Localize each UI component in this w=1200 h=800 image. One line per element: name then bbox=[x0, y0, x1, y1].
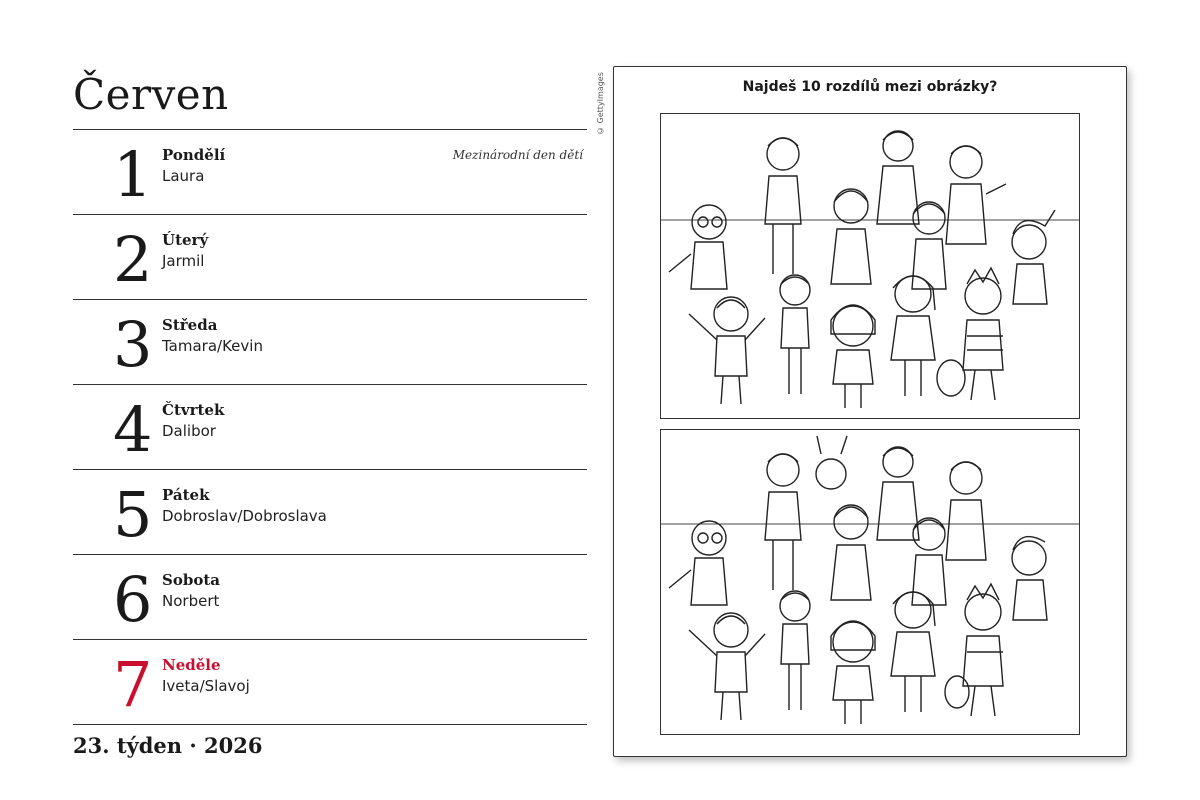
child-figure bbox=[765, 454, 801, 590]
day-row-3 bbox=[73, 299, 587, 384]
child-figure bbox=[891, 592, 935, 712]
child-figure bbox=[780, 275, 810, 394]
nameday: Tamara/Kevin bbox=[162, 337, 263, 355]
nameday: Laura bbox=[162, 167, 205, 185]
puzzle-picture-bottom bbox=[660, 429, 1080, 735]
day-number: 3 bbox=[113, 308, 153, 381]
month-title: Červen bbox=[73, 70, 229, 119]
child-figure bbox=[765, 138, 801, 274]
day-name: Pondělí bbox=[162, 146, 226, 164]
child-figure bbox=[689, 613, 765, 720]
day-name: Čtvrtek bbox=[162, 401, 225, 419]
day-row-5 bbox=[73, 469, 587, 554]
day-row-4 bbox=[73, 384, 587, 469]
puzzle-title: Najdeš 10 rozdílů mezi obrázky? bbox=[742, 79, 998, 95]
child-figure bbox=[877, 447, 919, 540]
puzzle-picture-top bbox=[660, 113, 1080, 419]
child-figure bbox=[1012, 537, 1047, 620]
day-list bbox=[73, 129, 587, 725]
nameday: Norbert bbox=[162, 592, 220, 610]
image-credit: © GettyImages bbox=[596, 72, 605, 135]
day-row-2 bbox=[73, 214, 587, 299]
day-row-6 bbox=[73, 554, 587, 639]
child-figure bbox=[780, 591, 810, 710]
child-figure bbox=[831, 505, 871, 600]
nameday: Dalibor bbox=[162, 422, 216, 440]
day-name: Úterý bbox=[162, 231, 209, 249]
backpack-shape bbox=[945, 676, 969, 708]
week-label: 23. týden · 2026 bbox=[73, 733, 263, 758]
day-row-7 bbox=[73, 639, 587, 725]
backpack-shape bbox=[937, 360, 965, 396]
day-row-1 bbox=[73, 129, 587, 214]
holiday-note: Mezinárodní den dětí bbox=[452, 148, 583, 162]
child-figure bbox=[669, 205, 727, 289]
day-number: 5 bbox=[113, 478, 153, 551]
day-name: Pátek bbox=[162, 486, 210, 504]
day-number: 7 bbox=[113, 648, 153, 721]
child-figure bbox=[946, 146, 1006, 244]
puzzle-panel bbox=[613, 66, 1127, 757]
child-figure bbox=[877, 131, 919, 224]
child-figure bbox=[831, 305, 875, 408]
child-figure bbox=[816, 436, 847, 489]
child-figure bbox=[669, 521, 727, 605]
day-name: Sobota bbox=[162, 571, 220, 589]
child-figure bbox=[831, 189, 871, 284]
day-number: 6 bbox=[113, 563, 153, 636]
child-figure bbox=[689, 297, 765, 404]
nameday: Iveta/Slavoj bbox=[162, 677, 250, 695]
nameday: Jarmil bbox=[162, 252, 205, 270]
child-figure bbox=[831, 621, 875, 724]
child-figure bbox=[946, 462, 986, 560]
day-number: 1 bbox=[113, 138, 153, 211]
day-name: Středa bbox=[162, 316, 218, 334]
child-figure bbox=[963, 268, 1003, 400]
day-number: 4 bbox=[113, 393, 153, 466]
child-figure bbox=[1012, 210, 1055, 304]
day-number: 2 bbox=[113, 223, 153, 296]
child-figure bbox=[891, 276, 935, 396]
nameday: Dobroslav/Dobroslava bbox=[162, 507, 327, 525]
day-name: Neděle bbox=[162, 656, 221, 674]
